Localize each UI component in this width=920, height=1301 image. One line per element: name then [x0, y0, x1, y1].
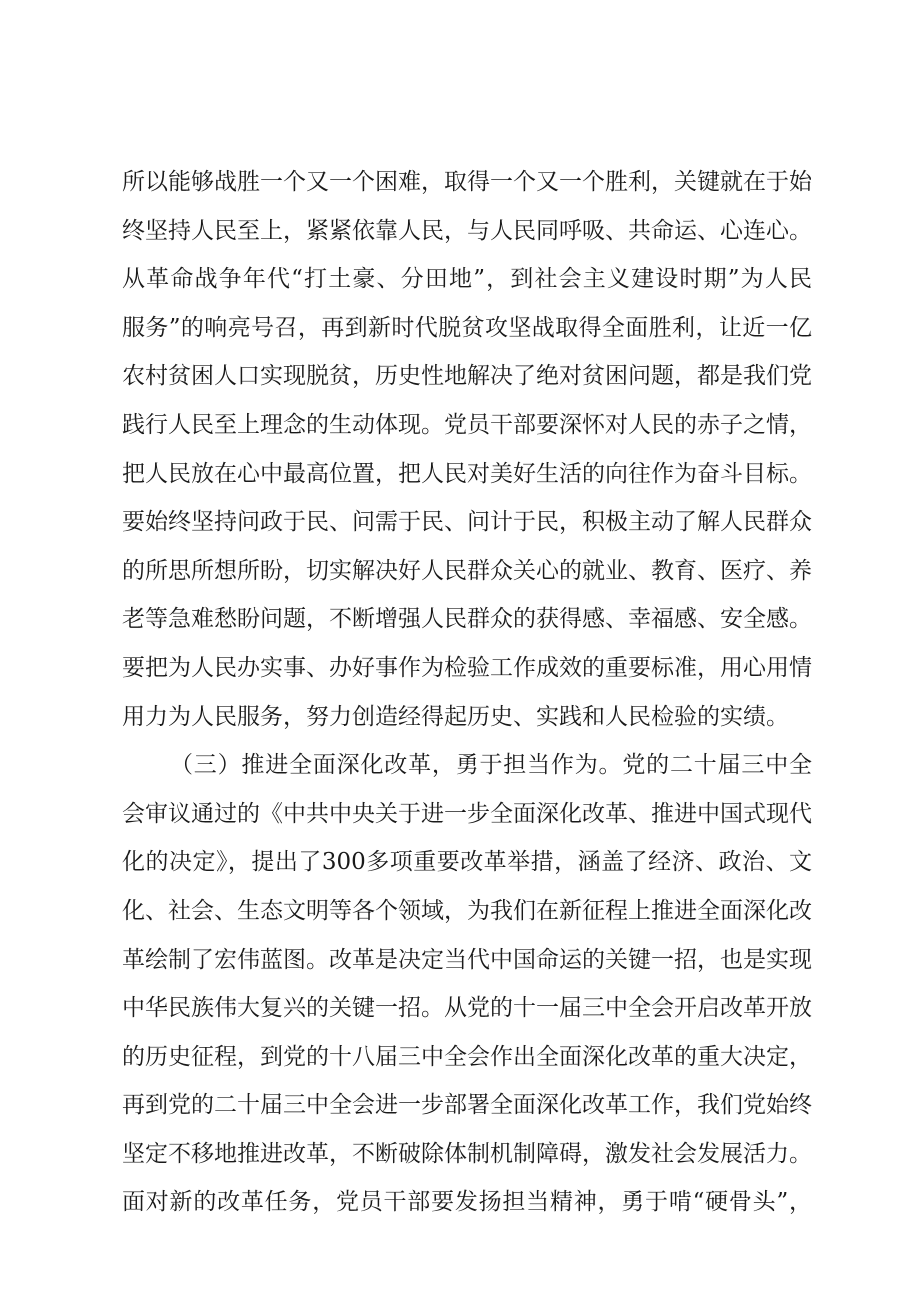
- text-line: 农村贫困人口实现脱贫，历史性地解决了绝对贫困问题，都是我们党: [122, 363, 812, 390]
- paragraph-end-line: 用力为人民服务，努力创造经得起历史、实践和人民检验的实绩。: [122, 703, 789, 730]
- text-line: 化、社会、生态文明等各个领域，为我们在新征程上推进全面深化改: [122, 897, 812, 924]
- text-line: 会审议通过的《中共中央关于进一步全面深化改革、推进中国式现代: [122, 800, 812, 827]
- section-heading-line: （三）推进全面深化改革，勇于担当作为。党的二十届三中全: [170, 752, 812, 779]
- text-line: 化的决定》，提出了300多项重要改革举措，涵盖了经济、政治、文: [122, 849, 812, 876]
- body-text: [122, 158, 812, 1227]
- text-line: 的历史征程，到党的十八届三中全会作出全面深化改革的重大决定，: [122, 1043, 812, 1070]
- text-line: 终坚持人民至上，紧紧依靠人民，与人民同呼吸、共命运、心连心。: [122, 217, 812, 244]
- text-line: 再到党的二十届三中全会进一步部署全面深化改革工作，我们党始终: [122, 1092, 812, 1119]
- text-line: 从革命战争年代“打土豪、分田地”，到社会主义建设时期”为人民: [122, 266, 812, 293]
- text-line: 践行人民至上理念的生动体现。党员干部要深怀对人民的赤子之情，: [122, 411, 812, 438]
- text-line: 把人民放在心中最高位置，把人民对美好生活的向往作为奋斗目标。: [122, 460, 812, 487]
- text-line: 革绘制了宏伟蓝图。改革是决定当代中国命运的关键一招，也是实现: [122, 946, 812, 973]
- text-line: 老等急难愁盼问题，不断增强人民群众的获得感、幸福感、安全感。: [122, 606, 812, 633]
- text-line: 面对新的改革任务，党员干部要发扬担当精神，勇于啃“硬骨头”，: [122, 1189, 812, 1216]
- text-line: 中华民族伟大复兴的关键一招。从党的十一届三中全会开启改革开放: [122, 995, 812, 1022]
- text-line: 要把为人民办实事、办好事作为检验工作成效的重要标准，用心用情: [122, 654, 812, 681]
- text-line: 坚定不移地推进改革，不断破除体制机制障碍，激发社会发展活力。: [122, 1140, 812, 1167]
- text-line: 的所思所想所盼，切实解决好人民群众关心的就业、教育、医疗、养: [122, 557, 812, 584]
- text-line: 所以能够战胜一个又一个困难，取得一个又一个胜利，关键就在于始: [122, 169, 812, 195]
- text-line: 服务”的响亮号召，再到新时代脱贫攻坚战取得全面胜利，让近一亿: [122, 314, 812, 341]
- text-line: 要始终坚持问政于民、问需于民、问计于民，积极主动了解人民群众: [122, 509, 812, 536]
